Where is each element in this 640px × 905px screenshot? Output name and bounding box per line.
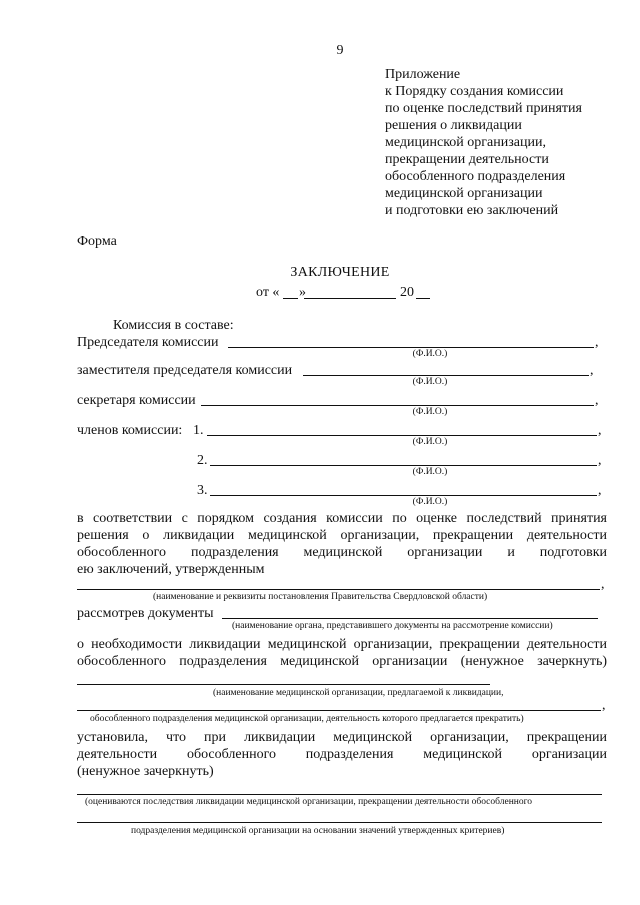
paragraph-line: (ненужное зачеркнуть) — [77, 764, 214, 779]
date-year-prefix: 20 — [400, 285, 414, 300]
comma: , — [595, 335, 599, 350]
page-number: 9 — [336, 43, 344, 58]
paragraph-necessity — [77, 636, 607, 670]
assessment-caption: (оцениваются последствия ликвидации медицинской организации, прекращении деятельности обособленного — [85, 797, 533, 807]
date-mid: » — [299, 285, 306, 300]
appendix-line: обособленного подразделения — [385, 169, 566, 184]
appendix-line: решения о ликвидации — [385, 118, 522, 133]
date-prefix: от « — [256, 285, 280, 300]
assessment-caption: подразделения медицинской организации на основании значений утвержденных критериев) — [131, 826, 505, 836]
date-day-field[interactable] — [283, 298, 298, 299]
member-1-field[interactable] — [207, 435, 597, 436]
paragraph-line: в соответствии с порядком создания комиссии по оценке последствий принятия — [77, 511, 607, 526]
appendix-line: медицинской организации — [385, 186, 543, 201]
paragraph-line: о необходимости ликвидации медицинской организации, прекращении деятельности — [77, 637, 607, 652]
member-number: 1. — [193, 423, 204, 438]
appendix-line: и подготовки ею заключений — [385, 203, 559, 218]
fio-caption: (Ф.И.О.) — [412, 349, 448, 359]
reviewing-body-field[interactable] — [222, 618, 598, 619]
paragraph-line: установила, что при ликвидации медицинской организации, прекращении — [77, 730, 607, 745]
member-number: 2. — [197, 453, 208, 468]
resolution-caption: (наименование и реквизиты постановления Правительства Свердловской области) — [153, 592, 488, 602]
comma: , — [601, 577, 605, 592]
organization-field[interactable] — [77, 684, 490, 685]
organization-caption: (наименование медицинской организации, предлагаемой к ликвидации, — [213, 688, 504, 698]
chair-field[interactable] — [228, 347, 594, 348]
member-2-field[interactable] — [210, 465, 597, 466]
appendix-line: Приложение — [385, 67, 461, 82]
paragraph-line: обособленного подразделения медицинской организации (ненужное зачеркнуть) — [77, 654, 607, 669]
commission-intro: Комиссия в составе: — [113, 318, 234, 333]
member-3-field[interactable] — [210, 495, 597, 496]
comma: , — [598, 423, 602, 438]
member-number: 3. — [197, 483, 208, 498]
comma: , — [602, 698, 606, 713]
date-month-field[interactable] — [304, 298, 396, 299]
subdivision-caption: обособленного подразделения медицинской организации, деятельность которого предлагается прекратить) — [90, 714, 524, 724]
assessment-field-2[interactable] — [77, 822, 602, 823]
resolution-field[interactable] — [77, 589, 600, 590]
members-label: членов комиссии: — [77, 423, 183, 438]
fio-caption: (Ф.И.О.) — [412, 497, 448, 507]
comma: , — [598, 483, 602, 498]
paragraph-basis — [77, 510, 607, 578]
date-line — [256, 284, 436, 302]
fio-caption: (Ф.И.О.) — [412, 407, 448, 417]
secretary-field[interactable] — [201, 405, 594, 406]
appendix-line: к Порядку создания комиссии — [385, 84, 564, 99]
appendix-line: прекращении деятельности — [385, 152, 549, 167]
comma: , — [590, 363, 594, 378]
subdivision-field[interactable] — [77, 710, 601, 711]
paragraph-line: ею заключений, утвержденным — [77, 562, 265, 577]
appendix-block — [385, 66, 582, 219]
form-label: Форма — [77, 234, 117, 249]
reviewed-label: рассмотрев документы — [77, 606, 214, 621]
secretary-label: секретаря комиссии — [77, 393, 196, 408]
date-year-field[interactable] — [416, 298, 430, 299]
paragraph-line: обособленного подразделения медицинской организации и подготовки — [77, 545, 607, 560]
deputy-field[interactable] — [303, 375, 589, 376]
paragraph-line: решения о ликвидации медицинской организации, прекращении деятельности — [77, 528, 607, 543]
fio-caption: (Ф.И.О.) — [412, 437, 448, 447]
appendix-line: по оценке последствий принятия — [385, 101, 582, 116]
paragraph-line: деятельности обособленного подразделения медицинской организации — [77, 747, 607, 762]
paragraph-established — [77, 729, 607, 780]
deputy-label: заместителя председателя комиссии — [77, 363, 293, 378]
reviewing-body-caption: (наименование органа, представившего документы на рассмотрение комиссии) — [232, 621, 553, 631]
comma: , — [598, 453, 602, 468]
fio-caption: (Ф.И.О.) — [412, 377, 448, 387]
assessment-field-1[interactable] — [77, 794, 602, 795]
chair-label: Председателя комиссии — [77, 335, 219, 350]
fio-caption: (Ф.И.О.) — [412, 467, 448, 477]
comma: , — [595, 393, 599, 408]
document-title: ЗАКЛЮЧЕНИЕ — [290, 265, 390, 280]
appendix-line: медицинской организации, — [385, 135, 546, 150]
